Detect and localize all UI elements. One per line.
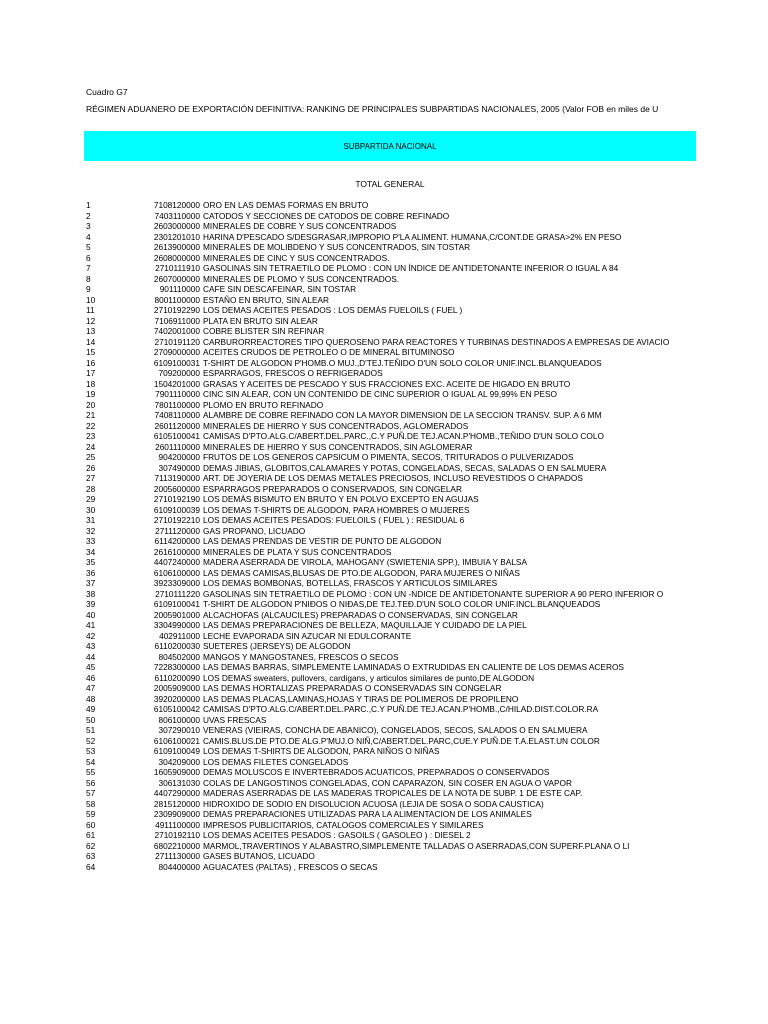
subpartida-code: 2608000000 [153,252,200,263]
rank-number: 32 [86,525,96,536]
subpartida-header: SUBPARTIDA NACIONAL [343,141,437,151]
subpartida-description: FRUTOS DE LOS GENEROS CAPSICUM O PIMENTA, SECOS, TRITURADOS O PULVERIZADOS [203,452,574,462]
subpartida-description: AGUACATES (PALTAS) , FRESCOS O SECAS [203,861,378,872]
table-row [0,400,768,411]
table-row [0,589,768,600]
subpartida-code: 6109100031 [153,357,200,368]
subpartida-code: 804502000 [158,651,200,662]
rank-number: 11 [86,305,95,315]
subpartida-description: LOS DEMAS T-SHIRTS DE ALGODON, PARA HOMBRES O MUJERES [203,504,470,515]
table-row [0,788,768,799]
subpartida-code: 1605909000 [153,767,200,777]
table-row [0,200,768,211]
subpartida-description: VENERAS (VIEIRAS, CONCHA DE ABANICO), CONGELADOS, SECOS, SALADOS O EN SALMUERA [203,725,588,735]
rank-number: 64 [86,861,96,872]
subpartida-description: DEMAS PREPARACIONES UTILIZADAS PARA LA ALIMENTACION DE LOS ANIMALES [203,809,532,819]
rank-number: 47 [86,683,96,693]
subpartida-description: MINERALES DE CINC Y SUS CONCENTRADOS. [203,252,390,263]
subpartida-description: IMPRESOS PUBLICITARIOS, CATALOGOS COMERCIALES Y SIMILARES [203,819,484,830]
rank-number: 35 [86,557,96,567]
rank-number: 45 [86,662,96,672]
table-row [0,505,768,516]
subpartida-code: 2710111910 [155,263,200,273]
subpartida-description: PLATA EN BRUTO SIN ALEAR [203,315,318,326]
rank-number: 42 [86,630,96,641]
subpartida-description: CAMISAS D'PTO.ALG.C/ABERT.DEL.PARC.,C.Y PUÑ.DE TEJ.ACAN.P'HOMB.,C/HILAD.DIST.COLOR.RA [203,704,599,714]
table-row [0,767,768,778]
subpartida-description: PLOMO EN BRUTO REFINADO [203,399,324,410]
table-row [0,337,768,348]
table-row [0,778,768,789]
subpartida-description: ESTAÑO EN BRUTO, SIN ALEAR [203,294,330,305]
table-row [0,421,768,432]
rank-number: 31 [86,515,96,525]
rank-number: 29 [86,494,96,504]
rank-number: 58 [86,798,96,809]
subpartida-description: MINERALES DE COBRE Y SUS CONCENTRADOS [203,221,397,231]
rank-number: 51 [86,725,96,735]
subpartida-description: COBRE BLISTER SIN REFINAR [203,326,325,336]
table-row [0,820,768,831]
subpartida-code: 2607000000 [153,273,200,284]
subpartida-description: GASOLINAS SIN TETRAETILO DE PLOMO : CON UN ÍNDICE DE ANTIDETONANTE INFERIOR O IGUAL A 84 [203,263,619,273]
table-row [0,851,768,862]
table-row [0,305,768,316]
subpartida-description: MINERALES DE HIERRO Y SUS CONCENTRADOS, AGLOMERADOS [203,420,469,431]
rank-number: 40 [86,609,96,620]
subpartida-code: 904200000 [158,452,200,462]
subpartida-code: 3304990000 [153,620,200,630]
rank-number: 4 [86,231,91,242]
table-row [0,473,768,484]
subpartida-code: 804400000 [158,861,200,872]
subpartida-description: T-SHIRT DE ALGODON P'HOMB.O MUJ.,D'TEJ.TEÑIDO D'UN SOLO COLOR UNIF.INCL.BLANQUEADOS [203,357,602,368]
rank-number: 22 [86,420,96,431]
subpartida-code: 307490000 [158,462,200,473]
subpartida-code: 2710192190 [153,494,200,504]
rank-number: 61 [86,830,96,840]
table-row [0,484,768,495]
rank-number: 60 [86,819,96,830]
subpartida-description: HIDROXIDO DE SODIO EN DISOLUCION ACUOSA (LEJIA DE SOSA O SODA CAUSTICA) [203,798,544,809]
subpartida-description: MANGOS Y MANGOSTANES, FRESCOS O SECOS [203,651,399,662]
table-row [0,326,768,337]
subpartida-description: COLAS DE LANGOSTINOS CONGELADAS, CON CAPARAZON, SIN COSER EN AGUA O VAPOR [203,777,572,788]
table-row [0,274,768,285]
subpartida-description: MINERALES DE HIERRO Y SUS CONCENTRADOS, SIN AGLOMERAR [203,441,473,452]
subpartida-code: 7901110000 [155,389,200,399]
table-row [0,358,768,369]
rank-number: 37 [86,578,96,588]
table-row [0,463,768,474]
subpartida-code: 306131030 [158,777,200,788]
table-row [0,547,768,558]
rank-number: 38 [86,588,96,599]
table-row [0,683,768,694]
table-row [0,431,768,442]
subpartida-code: 6109100041 [153,599,200,609]
subpartida-code: 307290010 [158,725,200,735]
subpartida-description: LECHE EVAPORADA SIN AZUCAR NI EDULCORANTE [203,630,412,641]
rank-number: 46 [86,672,96,683]
rank-number: 24 [86,441,96,452]
table-row [0,862,768,873]
subpartida-code: 304209000 [158,756,200,767]
subpartida-code: 806100000 [158,714,200,725]
table-row [0,263,768,274]
rank-number: 10 [86,294,96,305]
rank-number: 1 [86,200,91,210]
rank-number: 43 [86,641,96,651]
subpartida-description: ORO EN LAS DEMAS FORMAS EN BRUTO [203,200,369,210]
subpartida-code: 2613900000 [153,242,200,252]
subpartida-description: MINERALES DE MOLIBDENO Y SUS CONCENTRADOS, SIN TOSTAR [203,242,471,252]
subpartida-description: UVAS FRESCAS [203,714,267,725]
total-general-label: TOTAL GENERAL [355,179,425,189]
rank-number: 59 [86,809,96,819]
table-number: Cuadro G7 [86,87,128,97]
rank-number: 36 [86,567,96,578]
table-row [0,673,768,684]
table-row [0,620,768,631]
table-row [0,715,768,726]
subpartida-description: MINERALES DE PLATA Y SUS CONCENTRADOS [203,546,392,557]
table-row [0,295,768,306]
subpartida-code: 1504201000 [153,378,200,389]
table-row [0,694,768,705]
rank-number: 49 [86,704,96,714]
subpartida-code: 6109100049 [153,746,200,756]
table-row [0,347,768,358]
subpartida-code: 2711130000 [155,851,200,861]
subpartida-description: LOS DEMAS ACEITES PESADOS : LOS DEMÁS FUELOILS ( FUEL ) [203,305,463,315]
subpartida-description: ESPARRAGOS, FRESCOS O REFRIGERADOS [203,368,383,378]
subpartida-code: 2005600000 [153,483,200,494]
table-row [0,578,768,589]
rank-number: 63 [86,851,96,861]
table-row [0,599,768,610]
table-row [0,809,768,820]
table-row [0,452,768,463]
subpartida-description: DEMAS MOLUSCOS E INVERTEBRADOS ACUATICOS, PREPARADOS O CONSERVADOS [203,767,550,777]
subpartida-description: LOS DEMAS T-SHIRTS DE ALGODON, PARA NIÑOS O NIÑAS [203,746,440,756]
subpartida-description: LAS DEMAS HORTALIZAS PREPARADAS O CONSERVADAS SIN CONGELAR [203,683,502,693]
subpartida-description: GRASAS Y ACEITES DE PESCADO Y SUS FRACCIONES EXC. ACEITE DE HIGADO EN BRUTO [203,378,571,389]
subpartida-code: 2710111220 [155,588,200,599]
table-row [0,494,768,505]
subpartida-description: ESPARRAGOS PREPARADOS O CONSERVADOS, SIN CONGELAR [203,483,462,494]
rank-number: 48 [86,693,96,704]
subpartida-code: 6105100041 [153,431,200,441]
table-row [0,799,768,810]
subpartida-description: CAMISAS D'PTO.ALG.C/ABERT.DEL.PARC.,C.Y PUÑ.DE TEJ.ACAN.P'HOMB.,TEÑIDO D'UN SOLO COLO [203,431,604,441]
subpartida-description: LAS DEMAS PLACAS,LAMINAS,HOJAS Y TIRAS DE POLIMEROS DE PROPILENO [203,693,519,704]
subpartida-code: 7402001000 [153,326,200,336]
subpartida-code: 6106100000 [153,567,200,578]
subpartida-code: 2710192210 [153,515,200,525]
subpartida-code: 6114200000 [154,536,200,546]
rank-number: 19 [86,389,96,399]
subpartida-code: 6105100042 [153,704,200,714]
subpartida-code: 7408110000 [154,410,200,420]
subpartida-description: LAS DEMAS PRENDAS DE VESTIR DE PUNTO DE ALGODON [203,536,442,546]
subpartida-code: 2601120000 [154,420,200,431]
subpartida-code: 4911100000 [155,819,200,830]
subpartida-code: 2301201010 [153,231,200,242]
rank-number: 21 [86,410,96,420]
rank-number: 62 [86,840,96,851]
rank-number: 26 [86,462,96,473]
rank-number: 3 [86,221,91,231]
subpartida-description: MARMOL,TRAVERTINOS Y ALABASTRO,SIMPLEMENTE TALLADAS O ASERRADAS,CON SUPERF.PLANA O LI [203,840,630,851]
rank-number: 15 [86,347,96,357]
subpartida-code: 7403110000 [154,210,200,221]
rank-number: 33 [86,536,96,546]
subpartida-code: 7113190000 [154,473,200,483]
table-row [0,662,768,673]
table-row [0,242,768,253]
table-row [0,610,768,621]
subpartida-description: DEMAS JIBIAS, GLOBITOS,CALAMARES Y POTAS, CONGELADAS, SECAS, SALADAS O EN SALMUERA [203,462,607,473]
rank-number: 9 [86,284,91,294]
table-row [0,316,768,327]
subpartida-description: CINC SIN ALEAR, CON UN CONTENIDO DE CINC SUPERIOR O IGUAL AL 99,99% EN PESO [203,389,557,399]
rank-number: 56 [86,777,96,788]
table-row [0,526,768,537]
rank-number: 13 [86,326,96,336]
subpartida-code: 2711120000 [155,525,200,536]
subpartida-code: 3923309000 [153,578,200,588]
table-row [0,830,768,841]
rank-number: 53 [86,746,96,756]
subpartida-code: 709200000 [158,368,200,378]
rank-number: 34 [86,546,96,557]
column-header-band [84,131,696,161]
subpartida-description: ACEITES CRUDOS DE PETROLEO O DE MINERAL BITUMINOSO [203,347,455,357]
table-row [0,232,768,243]
table-row [0,410,768,421]
subpartida-description: LOS DEMÁS BISMUTO EN BRUTO Y EN POLVO EXCEPTO EN AGUJAS [203,494,479,504]
rank-number: 20 [86,399,96,410]
rank-number: 7 [86,263,91,273]
subpartida-description: LOS DEMAS ACEITES PESADOS: FUELOILS ( FUEL ) : RESIDUAL 6 [203,515,465,525]
rank-number: 12 [86,315,96,326]
ranking-list [0,200,768,872]
subpartida-code: 901110000 [159,284,200,294]
rank-number: 27 [86,473,96,483]
rank-number: 52 [86,735,96,746]
subpartida-code: 6106100021 [153,735,200,746]
table-row [0,725,768,736]
subpartida-description: HARINA D'PESCADO S/DESGRASAR,IMPROPIO P'LA ALIMENT. HUMANA,C/CONT.DE GRASA>2% EN PESO [203,231,622,242]
rank-number: 54 [86,756,96,767]
subpartida-code: 7106911000 [154,315,200,326]
rank-number: 5 [86,242,91,252]
table-row [0,568,768,579]
table-row [0,736,768,747]
subpartida-code: 2601110000 [155,441,200,452]
subpartida-description: CAFE SIN DESCAFEINAR, SIN TOSTAR [203,284,357,294]
subpartida-code: 2709000000 [153,347,200,357]
rank-number: 39 [86,599,96,609]
rank-number: 14 [86,336,96,347]
subpartida-code: 402911000 [159,630,200,641]
document-title: RÉGIMEN ADUANERO DE EXPORTACIÓN DEFINITIVA: RANKING DE PRINCIPALES SUBPARTIDAS NACIONALES, 2005 (Valor FOB en miles de U [86,104,659,114]
subpartida-code: 4407290000 [153,788,200,798]
subpartida-code: 8001100000 [154,294,200,305]
table-row [0,746,768,757]
rank-number: 44 [86,651,96,662]
table-row [0,253,768,264]
subpartida-description: LOS DEMAS sweaters, pullovers, cardigans, y articulos similares de punto,DE ALGODON [203,672,535,683]
rank-number: 41 [86,620,96,630]
subpartida-code: 2603000000 [153,221,200,231]
table-row [0,515,768,526]
subpartida-description: GAS PROPANO, LICUADO [203,525,306,536]
table-row [0,841,768,852]
rank-number: 17 [86,368,96,378]
subpartida-description: GASOLINAS SIN TETRAETILO DE PLOMO : CON UN -NDICE DE ANTIDETONANTE SUPERIOR A 90 PERO INFERIOR O [203,588,664,599]
subpartida-description: GASES BUTANOS, LICUADO [203,851,315,861]
table-row [0,536,768,547]
subpartida-description: ART. DE JOYERIA DE LOS DEMAS METALES PRECIOSOS, INCLUSO REVESTIDOS O CHAPADOS [203,473,583,483]
subpartida-description: SUETERES (JERSEYS) DE ALGODON [203,641,351,651]
subpartida-code: 2309909000 [153,809,200,819]
subpartida-description: LAS DEMAS CAMISAS,BLUSAS DE PTO.DE ALGODON, PARA MUJERES O NIÑAS [203,567,520,578]
rank-number: 16 [86,357,96,368]
subpartida-code: 2005909000 [153,683,200,693]
subpartida-code: 2710191120 [154,336,200,347]
subpartida-code: 4407240000 [153,557,200,567]
subpartida-code: 7228300000 [153,662,200,672]
subpartida-code: 6802210000 [153,840,200,851]
subpartida-description: CAMIS.BLUS.DE PTO.DE ALG.P'MUJ.O NIÑ,C/ABERT.DEL.PARC,CUE.Y PUÑ.DE T.A.ELAST.UN COLOR [203,735,600,746]
subpartida-description: LOS DEMAS FILETES CONGELADOS [203,756,349,767]
subpartida-description: ALAMBRE DE COBRE REFINADO CON LA MAYOR DIMENSION DE LA SECCION TRANSV. SUP. A 6 MM [203,410,602,420]
subpartida-description: MADERAS ASERRADAS DE LAS MADERAS TROPICALES DE LA NOTA DE SUBP. 1 DE ESTE CAP. [203,788,583,798]
table-row [0,641,768,652]
subpartida-code: 2005901000 [153,609,200,620]
subpartida-description: LOS DEMAS BOMBONAS, BOTELLAS, FRASCOS Y ARTICULOS SIMILARES [203,578,498,588]
subpartida-code: 7801100000 [154,399,200,410]
rank-number: 28 [86,483,96,494]
subpartida-code: 3920200000 [153,693,200,704]
table-row [0,442,768,453]
subpartida-code: 2710192290 [153,305,200,315]
subpartida-code: 7108120000 [153,200,200,210]
rank-number: 18 [86,378,96,389]
table-row [0,389,768,400]
subpartida-code: 2710192110 [154,830,200,840]
rank-number: 23 [86,431,96,441]
table-row [0,284,768,295]
rank-number: 57 [86,788,96,798]
subpartida-description: ALCACHOFAS (ALCAUCILES) PREPARADAS O CONSERVADAS, SIN CONGELAR [203,609,518,620]
subpartida-description: T-SHIRT DE ALGODON P'NIÐOS O NIÐAS,DE TEJ.TEÐ.D'UN SOLO COLOR UNIF.INCL.BLANQUEADOS [203,599,601,609]
rank-number: 30 [86,504,96,515]
table-row [0,652,768,663]
rank-number: 25 [86,452,96,462]
subpartida-description: LOS DEMAS ACEITES PESADOS : GASOILS ( GASOLEO ) : DIESEL 2 [203,830,471,840]
subpartida-code: 2616100000 [153,546,200,557]
table-row [0,557,768,568]
subpartida-code: 2815120000 [153,798,200,809]
table-row [0,368,768,379]
rank-number: 2 [86,210,91,221]
table-row [0,379,768,390]
table-row [0,631,768,642]
subpartida-description: CARBURORREACTORES TIPO QUEROSENO PARA REACTORES Y TURBINAS DESTINADOS A EMPRESAS DE AVIACIO [203,336,670,347]
subpartida-description: MADERA ASERRADA DE VIROLA, MAHOGANY (SWIETENIA SPP.), IMBUIA Y BALSA [203,557,527,567]
subpartida-code: 6110200030 [154,641,200,651]
rank-number: 8 [86,273,91,284]
subpartida-description: LAS DEMAS BARRAS, SIMPLEMENTE LAMINADAS O EXTRUDIDAS EN CALIENTE DE LOS DEMAS ACEROS [203,662,624,672]
rank-number: 50 [86,714,96,725]
table-row [0,211,768,222]
table-row [0,221,768,232]
subpartida-code: 6109100039 [153,504,200,515]
rank-number: 55 [86,767,96,777]
subpartida-description: LAS DEMAS PREPARACIONES DE BELLEZA, MAQUILLAJE Y CUIDADO DE LA PIEL [203,620,527,630]
subpartida-description: CATODOS Y SECCIONES DE CATODOS DE COBRE REFINADO [203,210,450,221]
rank-number: 6 [86,252,91,263]
subpartida-code: 6110200090 [154,672,200,683]
table-row [0,757,768,768]
subpartida-description: MINERALES DE PLOMO Y SUS CONCENTRADOS. [203,273,400,284]
table-row [0,704,768,715]
